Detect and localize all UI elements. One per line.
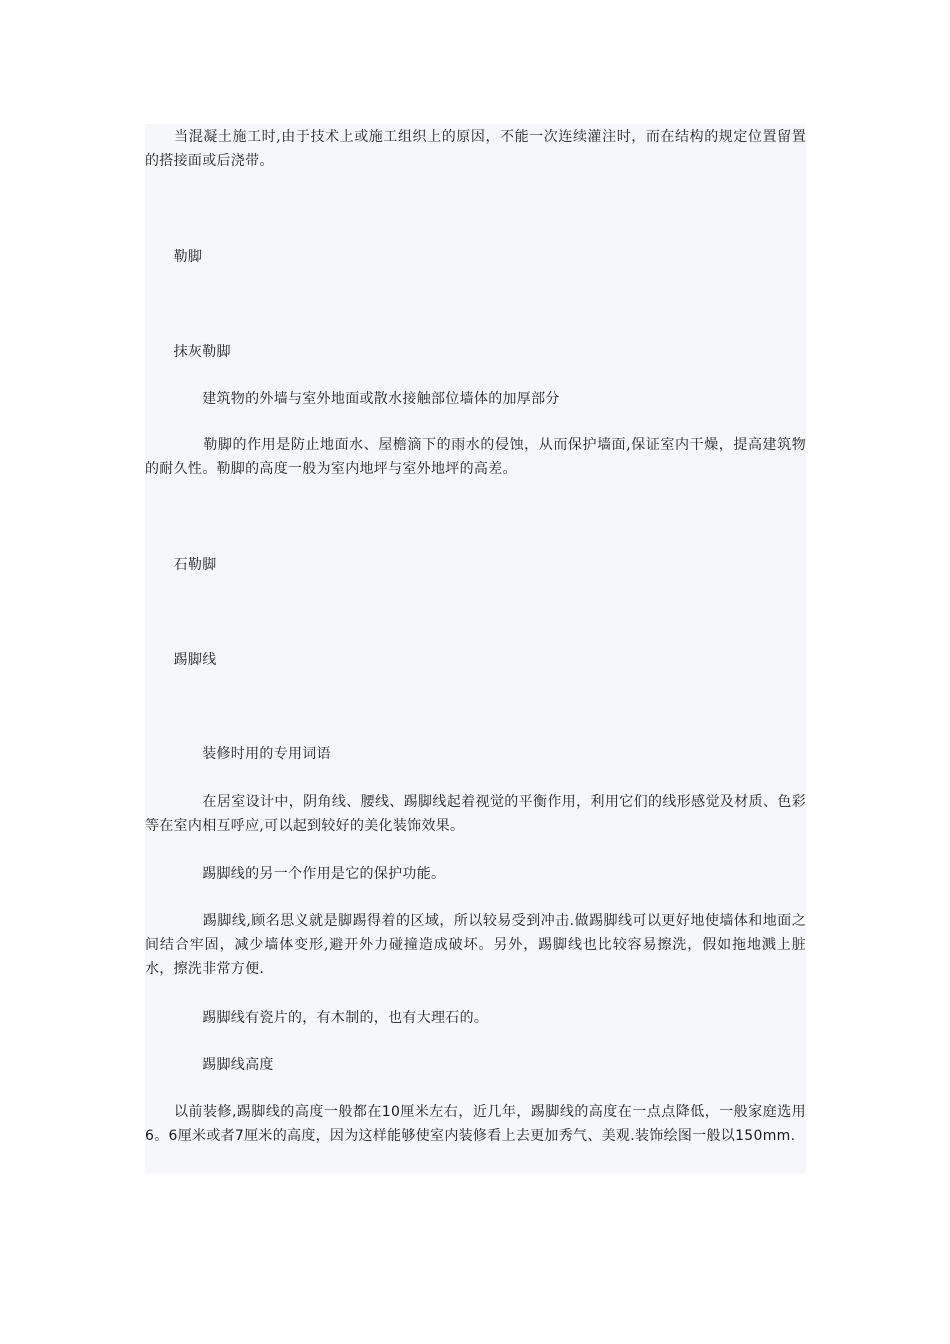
paragraph-decoration-term: 装修时用的专用词语 xyxy=(145,746,331,762)
paragraph-plinth-function: 勒脚的作用是防止地面水、屋檐滴下的雨水的侵蚀，从而保护墙面,保证室内干燥，提高建筑物的耐久性。勒脚的高度一般为室内地坪与室外地坪的高差。 xyxy=(145,437,806,477)
heading-plaster-plinth: 抹灰勒脚 xyxy=(145,344,231,360)
paragraph-interior-design: 在居室设计中，阴角线、腰线、踢脚线起着视觉的平衡作用，利用它们的线形感觉及材质、色彩等在室内相互呼应,可以起到较好的美化装饰效果。 xyxy=(145,794,806,834)
paragraph-protective-function: 踢脚线的另一个作用是它的保护功能。 xyxy=(145,866,446,882)
paragraph-skirting-height: 以前装修,踢脚线的高度一般都在10厘米左右，近几年，踢脚线的高度在一点点降低，一般家庭选用6。6厘米或者7厘米的高度，因为这样能够使室内装修看上去更加秀气、美观.装饰绘图一般以150mm. xyxy=(145,1104,806,1144)
paragraph-skirting-materials: 踢脚线有瓷片的，有木制的，也有大理石的。 xyxy=(145,1010,489,1026)
heading-skirting: 踢脚线 xyxy=(145,652,217,668)
heading-stone-plinth: 石勒脚 xyxy=(145,557,217,573)
paragraph-skirting-explained: 踢脚线,顾名思义就是脚踢得着的区域，所以较易受到冲击.做踢脚线可以更好地使墙体和地面之间结合牢固，减少墙体变形,避开外力碰撞造成破坏。另外，踢脚线也比较容易擦洗，假如拖地溅上脏水，擦洗非常方便. xyxy=(145,913,806,977)
heading-skirting-height: 踢脚线高度 xyxy=(145,1057,274,1073)
heading-plinth: 勒脚 xyxy=(145,249,203,265)
paragraph-plinth-definition: 建筑物的外墙与室外地面或散水接触部位墙体的加厚部分 xyxy=(145,391,560,407)
paragraph-construction-joint: 当混凝土施工时,由于技术上或施工组织上的原因，不能一次连续灌注时，而在结构的规定位置留置的搭接面或后浇带。 xyxy=(145,129,806,169)
